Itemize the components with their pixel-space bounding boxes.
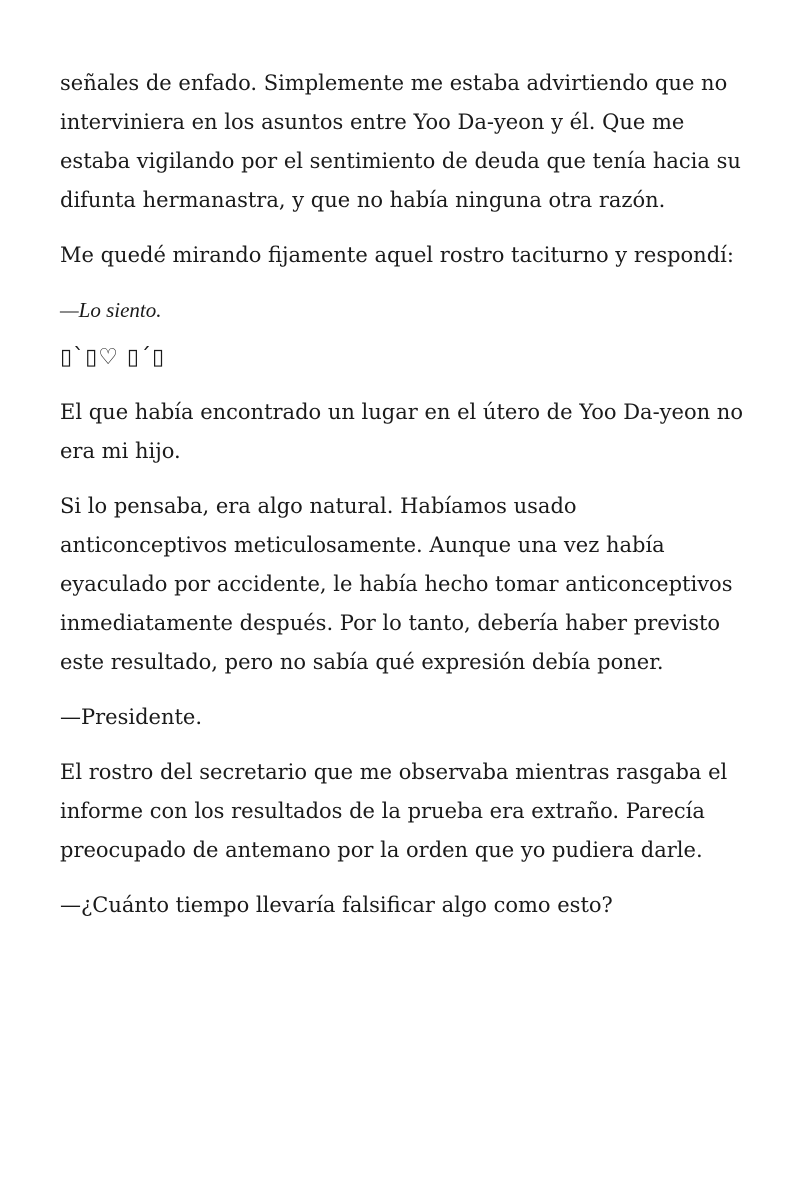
paragraph-2: Me quedé mirando fijamente aquel rostro taciturno y respondí: [60, 243, 734, 267]
dialogue-presidente: —Presidente. [60, 705, 203, 729]
page-text [60, 64, 750, 941]
scene-divider-glyphs: ▯`▯♡ ▯´▯ [60, 345, 166, 370]
paragraph-1: señales de enfado. Simplemente me estaba advirtiendo que no interviniera en los asuntos entre Yoo Da-yeon y él. Que me estaba vigilando por el sentimiento de deuda que tenía hacia su difunta hermanastra, y que no había ninguna otra razón. [60, 71, 741, 212]
paragraph-3: El que había encontrado un lugar en el útero de Yoo Da-yeon no era mi hijo. [60, 400, 743, 463]
dialogue-lo-siento: —Lo siento. [60, 298, 162, 322]
paragraph-5: El rostro del secretario que me observaba mientras rasgaba el informe con los resultados de la prueba era extraño. Parecía preocupado de antemano por la orden que yo pudiera darle. [60, 760, 728, 862]
dialogue-question: —¿Cuánto tiempo llevaría falsificar algo como esto? [60, 893, 613, 917]
paragraph-4: Si lo pensaba, era algo natural. Habíamos usado anticonceptivos meticulosamente. Aunque una vez había eyaculado por accidente, le había hecho tomar anticonceptivos inmediatamente después. Por lo tanto, debería haber previsto este resultado, pero no sabía qué expresión debía poner. [60, 494, 733, 674]
